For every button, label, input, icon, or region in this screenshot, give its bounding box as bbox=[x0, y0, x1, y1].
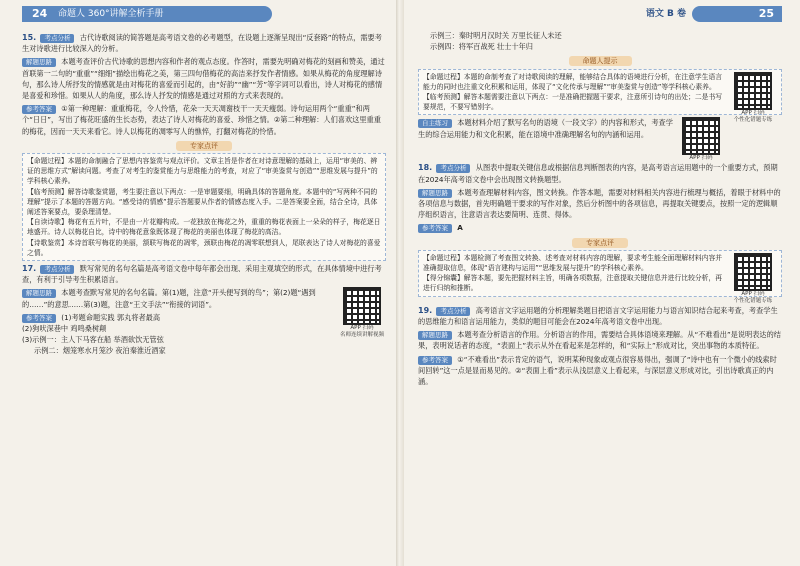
left-page bbox=[0, 0, 396, 566]
section-heading bbox=[418, 55, 782, 66]
tag-kaodian: 考点分析 bbox=[40, 34, 74, 43]
question-number: 18. bbox=[418, 163, 433, 173]
qr-code-block[interactable] bbox=[677, 117, 725, 162]
practice-text: 本题材料介绍了默写名句的语境（一段文字）的内容和形式，考查学生的综合运用能力和文化积累，能在语境中准确理解名句的内涵和运用。 bbox=[418, 118, 673, 139]
qr-caption: 个性化错题专练 bbox=[733, 116, 773, 123]
answer-block bbox=[418, 354, 782, 388]
tag-cankao: 参考答案 bbox=[22, 314, 56, 323]
answer-line: 示例四：将军百战死 壮士十年归 bbox=[430, 42, 533, 52]
comment-para: 【自读诗歌】梅花有五片叶，不是由一片花瓣构成。一花独放在梅花之外，重重的梅花表面上一朵朵的样子，梅花逐日地盛开。诗人以梅花自比，诗中的梅花意象既体现了梅花的美丽也体现了梅花的高洁。 bbox=[27, 218, 381, 237]
answer-text: ①“不难看出”表示肯定的语气，说明某种现象或观点很容易得出，强调了“诗中也有一个微小的线索时间回转”这一点是显而易见的。②“表面上看”表示从浅层意义上看起来，与深层意义形成对比，引出诗歌真正的内涵。 bbox=[418, 354, 777, 387]
answer-block bbox=[22, 312, 386, 323]
answer-text: A bbox=[457, 223, 463, 233]
question-number: 17. bbox=[22, 264, 37, 274]
tag-jieti: 解题思路 bbox=[418, 331, 452, 340]
answer-text: ①第一种理解：重重梅花，令人怜惜，花朵一天天凋谢枝干一天天瘦弱。诗句运用两个“重重”和两个“日日”，写出了梅花旺盛的生长态势，表达了诗人对梅花的喜爱、珍惜之情。②第二种理解：人们喜欢这里重重的梅花，因而一天天来看它。诗人以梅花的凋零写人的憔悴，打翻对梅花的怜惜。 bbox=[22, 104, 381, 136]
comment-para: 【得分锦囊】解答本题，要先把握材料主旨，明确各项数据，注意提取关键信息并进行比较分析，再进行归纳和推断。 bbox=[423, 274, 723, 293]
analysis-block bbox=[418, 329, 782, 351]
right-page-header bbox=[418, 0, 782, 30]
comment-para: 【命题过程】本题的命制融合了思想内容鉴赏与观点评价。文章主旨是作者在对诗意理解的基础上，运用“审美的、辨证的思维方式”解读问题。考查了对考生的鉴赏能力与思维能力的考查，对应了“审美鉴赏与创造”“思维发展与提升”的学科核心素养。 bbox=[27, 157, 378, 186]
qr-caption: 名师连续讲解视频 bbox=[339, 332, 384, 339]
qr-code-block[interactable] bbox=[729, 253, 777, 305]
analysis-text: 本题考查分析语言的作用。分析语言的作用，需要结合具体语境来理解。从“不难看出”是说明表达的结果，表明说话者的态度，“表面上”表示从外在看起来是怎样的，和“实际上”形成对比，突出事物的本质特征。 bbox=[418, 330, 781, 351]
question-stem: 从图表中提取关键信息或根据信息判断图表的内容，是高考语言运用题中的一个重要方式，预期在2024年高考语文卷中会出现图文转换题型。 bbox=[418, 163, 778, 184]
qr-caption: 个性化错题专练 bbox=[733, 297, 773, 304]
tag-shijian: 自主练习 bbox=[418, 119, 452, 128]
answer-line: 示例三：秦时明月汉时关 万里长征人未还 bbox=[430, 31, 562, 40]
comment-para: 【命题过程】本题检测了考查图文转换、述考查对材料内容的理解，要求考生能全面理解材料内容并准确提取信息，体现“语言建构与运用”“思维发展与提升”的学科核心素养。 bbox=[423, 253, 723, 273]
qr-code-block[interactable] bbox=[729, 72, 777, 124]
analysis-block bbox=[22, 56, 386, 101]
tip-para: 【命题过程】本题的命制考查了对诗歌阅读的理解，能够结合具体的语境进行分析，在注意学生语言能力的同时也注重文化积累和运用，体现了“文化传承与理解”“审美鉴赏与创造”等学科核心素养。 bbox=[423, 72, 723, 91]
right-page bbox=[404, 0, 800, 566]
left-page-header bbox=[22, 0, 386, 30]
analysis-block bbox=[418, 187, 782, 221]
self-practice-block bbox=[418, 117, 782, 162]
book-spine bbox=[396, 0, 404, 566]
comment-para: 【诗歌鉴赏】本诗首联写梅花的美丽，颔联写梅花的凋零，颈联由梅花的凋零联想到人，尾联表达了诗人对梅花的喜爱之情。 bbox=[27, 238, 381, 257]
expert-comment-box bbox=[418, 250, 782, 304]
book-title: 命题人 360°讲解全析手册 bbox=[58, 9, 164, 19]
question-stem: 默写常见的名句名篇是高考语文卷中每年都会出现、采用主观填空的形式，在具体情境中进行考查，有利于引导考生积累语言。 bbox=[22, 264, 382, 285]
qr-caption: APP 扫码 bbox=[689, 155, 713, 162]
qr-caption: APP 扫码 bbox=[741, 290, 765, 297]
section-heading bbox=[22, 140, 386, 151]
qr-code-block[interactable] bbox=[338, 287, 386, 339]
qr-code-icon[interactable] bbox=[343, 287, 381, 325]
section-label: 命题人提示 bbox=[569, 56, 632, 66]
page-number: 25 bbox=[758, 7, 774, 20]
qr-caption: APP 扫码 bbox=[741, 109, 765, 116]
qr-code-icon[interactable] bbox=[734, 253, 772, 291]
qr-caption: APP 扫码 bbox=[350, 325, 374, 332]
question-15-left bbox=[22, 32, 386, 54]
tag-kaodian: 考点分析 bbox=[436, 164, 470, 173]
tip-box bbox=[418, 69, 782, 123]
analysis-text: 本题考查评价古代诗歌的思想内容和作者的观点态度。作答时，需要先明确对梅花的刻画和赞美，通过首联第一二句的“重重”“细细”描绘出梅花之美，第三四句借梅花的高洁来抒发作者情感。如果从梅花的角度理解诗句，那么诗人所抒发的情感就是由对梅花的喜爱而引起的，由“好韵”“幽”“芳”等字词可以看出，诗人对梅花的感情是喜爱和珍惜。如果从人的角度，那么诗人抒发的情感是通过对照的方式来表现的。 bbox=[22, 57, 385, 101]
section-heading bbox=[418, 237, 782, 248]
answer-line: (3)示例一：主人下马客在船 举酒欲饮无管弦 bbox=[22, 335, 164, 345]
page-number: 24 bbox=[32, 7, 48, 20]
analysis-text: 本题考查默写常见的名句名篇。第(1)题，注意“开头便写到的鸟”；第(2)题“遇到的……”的意思……第(3)题，注意“王文手法”“衔接的词语”。 bbox=[22, 288, 316, 309]
question-18 bbox=[418, 162, 782, 184]
tag-cankao: 参考答案 bbox=[22, 105, 56, 114]
qr-code-icon[interactable] bbox=[682, 117, 720, 155]
tag-cankao: 参考答案 bbox=[418, 224, 452, 233]
tag-kaodian: 考点分析 bbox=[436, 307, 470, 316]
answer-line: 示例二：烟笼寒水月笼沙 夜泊秦淮近酒家 bbox=[34, 346, 166, 356]
analysis-text: 本题考查理解材料内容，图文转换。作答本题，需要对材料相关内容进行梳理与概括，着眼于材料中的各项信息与数据，首先明确题干要求的写作对象，然后分析图中的各项信息，再提取关键要点，按照一定的逻辑顺序组织语言，注意语言表达要简明、连贯、得体。 bbox=[418, 187, 781, 220]
section-label: 专家点评 bbox=[572, 238, 628, 248]
answer-line: (1)考题命题实践 郭丸将者最高 bbox=[61, 312, 161, 322]
qr-code-icon[interactable] bbox=[734, 72, 772, 110]
question-number: 15. bbox=[22, 33, 37, 42]
question-stem: 古代诗歌阅读的简答题是高考语文卷的必考题型，在设题上逐渐呈现出“反套路”的特点，需要考生对诗歌进行比较深入的分析。 bbox=[22, 33, 382, 54]
expert-comment-box bbox=[22, 153, 386, 261]
tag-jieti: 解题思路 bbox=[418, 189, 452, 198]
answer-block bbox=[418, 222, 782, 233]
question-19 bbox=[418, 305, 782, 327]
question-number: 19. bbox=[418, 305, 433, 315]
section-label: 专家点评 bbox=[176, 141, 232, 151]
comment-para: 【临考预测】解答诗歌鉴赏题，考生要注意以下两点：一是审题要细，明确具体的答题角度。本题中的“写两种不同的理解”提示了本题的答题方向。“感受诗的情感”提示答题要从作者的情感态度入手。二是答案要全面，结合全诗，具体阐述答案要点，要条理清楚。 bbox=[27, 187, 378, 217]
tag-jieti: 解题思路 bbox=[22, 58, 56, 67]
question-17-left bbox=[22, 263, 386, 285]
tag-kaodian: 考点分析 bbox=[40, 265, 74, 274]
answer-block bbox=[22, 103, 386, 137]
question-stem: 高考语言文字运用题的分析理解类题目把语言文字运用能力与语言知识结合起来考查，考查学生的思维能力和语言运用能力，类似的题目可能会在2024年高考语文卷中出现。 bbox=[418, 305, 778, 327]
section-title: 语文 B 卷 bbox=[645, 9, 686, 19]
answer-line: (2)狗吠深巷中 鸡鸣桑树颠 bbox=[22, 324, 107, 334]
tip-para: 【临考预测】解答本题需要注意以下两点：一是准确把握题干要求，注意所引诗句的出处；二是书写要规范，不要写错别字。 bbox=[423, 93, 723, 112]
tag-cankao: 参考答案 bbox=[418, 356, 452, 365]
tag-jieti: 解题思路 bbox=[22, 289, 56, 298]
